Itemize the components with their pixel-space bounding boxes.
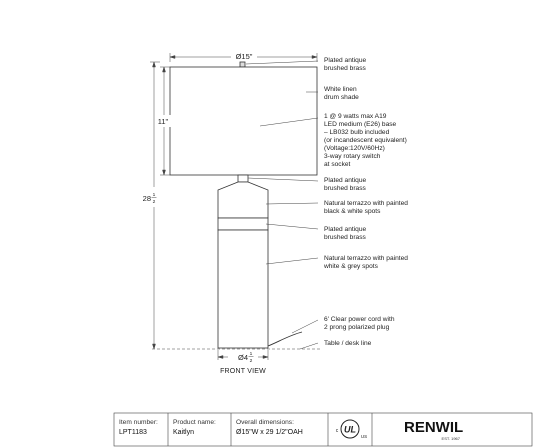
svg-text:US: US: [360, 434, 368, 439]
callout-8: [324, 316, 395, 331]
callout-4: [324, 177, 366, 192]
lamp-upper-body: [218, 182, 268, 218]
svg-text:(or incandescent equivalent): (or incandescent equivalent): [324, 137, 407, 144]
svg-text:1: 1: [152, 193, 156, 198]
svg-text:2: 2: [249, 359, 253, 364]
svg-text:at socket: at socket: [324, 161, 351, 168]
product-name-label: Product name:: [173, 419, 216, 426]
svg-text:Plated antique: Plated antique: [324, 57, 367, 64]
svg-text:Natural terrazzo with painted: Natural terrazzo with painted: [324, 255, 408, 262]
overall-dimensions-label: Overall dimensions:: [236, 419, 294, 426]
callout-7: [323, 255, 408, 270]
callout-6: [324, 226, 366, 241]
svg-text:White linen: White linen: [324, 86, 357, 93]
dim-shade-width: Ø15": [235, 52, 253, 61]
svg-text:2: 2: [152, 200, 156, 205]
callout-9: [324, 340, 372, 347]
callout-3: [324, 113, 407, 168]
product-name-value: Kaitlyn: [173, 429, 195, 436]
dim-shade-height: 11": [157, 117, 169, 126]
brand-est: EST. 1967: [441, 436, 460, 441]
overall-dimensions-value: Ø15"W x 29 1/2"OAH: [236, 429, 303, 436]
svg-text:white & grey spots: white & grey spots: [324, 263, 378, 270]
title-block: [114, 413, 532, 446]
svg-text:2 prong polarized plug: 2 prong polarized plug: [324, 324, 390, 331]
brand-logo: RENWIL: [404, 419, 464, 436]
lamp-neck: [238, 175, 248, 182]
callout-5: [324, 200, 408, 215]
svg-text:Table / desk line: Table / desk line: [324, 340, 372, 347]
svg-text:28: 28: [142, 194, 151, 203]
callout-1: [324, 57, 366, 72]
svg-text:Plated antique: Plated antique: [324, 177, 367, 184]
lamp-finial: [240, 62, 245, 67]
svg-text:1: 1: [249, 352, 253, 357]
item-number-value: LPT1183: [119, 429, 147, 436]
svg-text:UL: UL: [344, 424, 356, 435]
svg-text:(Voltage:120V/60Hz): (Voltage:120V/60Hz): [324, 145, 385, 152]
svg-text:Ø4: Ø4: [237, 353, 248, 362]
svg-text:black & white spots: black & white spots: [324, 208, 381, 215]
svg-text:6' Clear power cord with: 6' Clear power cord with: [324, 316, 395, 323]
svg-text:Natural terrazzo with painted: Natural terrazzo with painted: [324, 200, 408, 207]
svg-text:brushed brass: brushed brass: [324, 185, 366, 192]
svg-text:drum shade: drum shade: [324, 94, 359, 101]
svg-text:3-way rotary switch: 3-way rotary switch: [324, 153, 381, 160]
view-label: FRONT VIEW: [220, 368, 266, 375]
power-cord: [268, 332, 302, 346]
svg-text:brushed brass: brushed brass: [324, 234, 366, 241]
svg-text:1 @ 9 watts max A19: 1 @ 9 watts max A19: [324, 113, 387, 120]
svg-text:Plated antique: Plated antique: [324, 226, 367, 233]
svg-text:c: c: [335, 428, 339, 434]
lamp-lower-body: [218, 230, 268, 348]
item-number-label: Item number:: [119, 419, 158, 426]
callout-2: [324, 86, 359, 101]
svg-text:brushed brass: brushed brass: [324, 65, 366, 72]
lamp-brass-band: [218, 218, 268, 230]
svg-text:– LB032 bulb included: – LB032 bulb included: [324, 129, 390, 136]
svg-text:LED medium (E26) base: LED medium (E26) base: [324, 121, 397, 128]
lamp-front-view: [170, 62, 317, 348]
